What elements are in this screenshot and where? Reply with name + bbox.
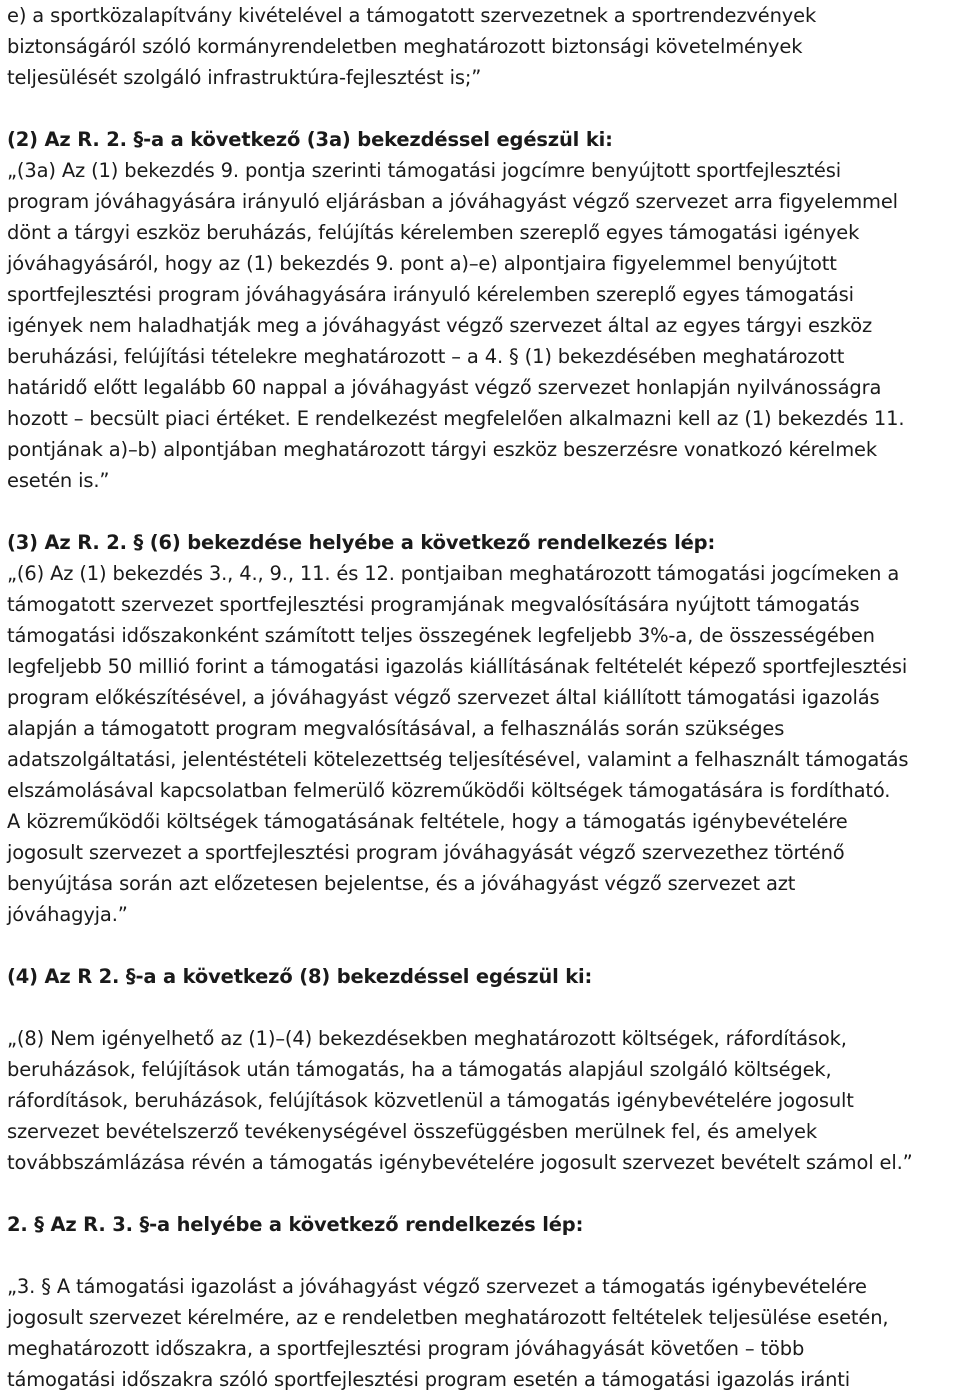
text-line: „3. § A támogatási igazolást a jóváhagyást végző szervezet a támogatás igénybevételére [7,1275,867,1298]
text-line: meghatározott időszakra, a sportfejlesztési program jóváhagyását követően – több [7,1337,805,1360]
text-line: biztonságáról szóló kormányrendeletben meghatározott biztonsági követelmények [7,35,803,58]
text-line: „(8) Nem igényelhető az (1)–(4) bekezdésekben meghatározott költségek, ráfordítások, [7,1027,847,1050]
text-line: határidő előtt legalább 60 nappal a jóváhagyást végző szervezet honlapján nyilvánosságra [7,376,882,399]
section-3 [7,527,957,930]
text-line: „(3a) Az (1) bekezdés 9. pontja szerinti támogatási jogcímre benyújtott sportfejlesztési [7,159,842,182]
section-2-paragraph [7,1209,957,1395]
text-line: program előkészítésével, a jóváhagyást végző szervezet által kiállított támogatási igazolás [7,686,880,709]
text-line: teljesülését szolgáló infrastruktúra-fejlesztést is;” [7,66,482,89]
text-line: pontjának a)–b) alpontjában meghatározott tárgyi eszköz beszerzésre vonatkozó kérelmek [7,438,877,461]
text-line: támogatási időszakra szóló sportfejlesztési program esetén a támogatási igazolás iránti [7,1368,851,1391]
text-line: támogatott szervezet sportfejlesztési programjának megvalósítására nyújtott támogatás [7,593,860,616]
text-line: igények nem haladhatják meg a jóváhagyást végző szervezet által az egyes tárgyi eszköz [7,314,873,337]
text-line: „(6) Az (1) bekezdés 3., 4., 9., 11. és 12. pontjaiban meghatározott támogatási jogcímeken a [7,562,900,585]
text-line: beruházási, felújítási tételekre meghatározott – a 4. § (1) bekezdésében meghatározott [7,345,845,368]
text-line: e) a sportközalapítvány kivételével a támogatott szervezetnek a sportrendezvények [7,4,817,27]
text-line: dönt a tárgyi eszköz beruházás, felújítás kérelemben szereplő egyes támogatási igények [7,221,860,244]
text-line: továbbszámlázása révén a támogatás igénybevételére jogosult szervezet bevételt számol el.” [7,1151,913,1174]
text-line: esetén is.” [7,469,110,492]
text-line: adatszolgáltatási, jelentéstételi kötelezettség teljesítésével, valamint a felhasznált támogatás [7,748,909,771]
text-line: jogosult szervezet kérelmére, az e rendeletben meghatározott feltételek teljesülése esetén, [7,1306,889,1329]
text-line: ráfordítások, beruházások, felújítások közvetlenül a támogatás igénybevételére jogosult [7,1089,854,1112]
text-line: beruházások, felújítások után támogatás, ha a támogatás alapjául szolgáló költségek, [7,1058,832,1081]
text-line: benyújtása során azt előzetesen bejelentse, és a jóváhagyást végző szervezet azt [7,872,796,895]
text-line: legfeljebb 50 millió forint a támogatási igazolás kiállításának feltételét képező sportfejlesztési [7,655,908,678]
section-heading: (4) Az R 2. §-a a következő (8) bekezdéssel egészül ki: [7,965,593,988]
section-4 [7,961,957,1178]
section-2 [7,124,957,496]
text-line: elszámolásával kapcsolatban felmerülő közreműködői költségek támogatására is fordítható. [7,779,891,802]
text-line: jóváhagyja.” [7,903,128,926]
text-line: jóváhagyásáról, hogy az (1) bekezdés 9. pont a)–e) alpontjaira figyelemmel benyújtott [7,252,837,275]
text-line: A közreműködői költségek támogatásának feltétele, hogy a támogatás igénybevételére [7,810,848,833]
paragraph-e [7,0,957,93]
text-line: támogatási időszakonként számított teljes összegének legfeljebb 3%-a, de összességében [7,624,875,647]
text-line: szervezet bevételszerző tevékenységével összefüggésben merülnek fel, és amelyek [7,1120,817,1143]
section-heading: (2) Az R. 2. §-a a következő (3a) bekezdéssel egészül ki: [7,128,613,151]
text-line: hozott – becsült piaci értéket. E rendelkezést megfelelően alkalmazni kell az (1) bekezdés 11. [7,407,905,430]
section-heading: 2. § Az R. 3. §-a helyébe a következő rendelkezés lép: [7,1213,584,1236]
document-page [7,0,957,1395]
text-line: alapján a támogatott program megvalósításával, a felhasználás során szükséges [7,717,785,740]
section-heading: (3) Az R. 2. § (6) bekezdése helyébe a következő rendelkezés lép: [7,531,716,554]
text-line: sportfejlesztési program jóváhagyására irányuló kérelemben szereplő egyes támogatási [7,283,854,306]
text-line: program jóváhagyására irányuló eljárásban a jóváhagyást végző szervezet arra figyelemmel [7,190,898,213]
text-line: jogosult szervezet a sportfejlesztési program jóváhagyását végző szervezethez történő [7,841,845,864]
